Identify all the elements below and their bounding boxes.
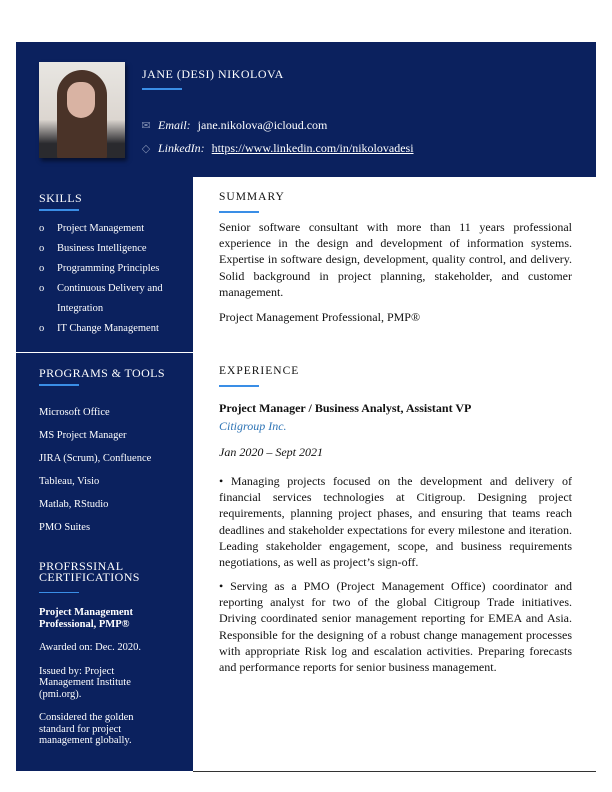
sidebar	[16, 177, 193, 771]
cert-awarded: Awarded on: Dec. 2020.	[39, 642, 141, 653]
skills-heading: SKILLS	[39, 191, 83, 205]
job-title: Project Manager / Business Analyst, Assistant VP	[219, 401, 472, 415]
certifications-heading: PROFRSSINAL CERTIFICATIONS	[39, 559, 140, 584]
cert-name: Project Management Professional, PMP®	[39, 607, 133, 630]
tools-list	[39, 401, 151, 539]
experience-bullet: • Managing projects focused on the development and delivery of financial services technologies at Citigroup. Designing project requirements, planning project phases, and ensuring that teams reach deadlines and stakeholder expectations for every milestone and iteration. Leading stakeholder engagement, scope, and business requirements negotiations, as well as project’s sign-off.	[219, 474, 572, 570]
email-label: Email:	[158, 118, 191, 132]
experience-bullet: • Serving as a PMO (Project Management Office) coordinator and reporting analyst for two of the global Citigroup Trade initiatives. Driving coordinated senior management reporting for EMEA and Asia. Responsible for the designing of a robust change management processes with appropriate Risk log and escalation activities. Preparing forecasts and performance reports for senior business management.	[219, 579, 572, 675]
linkedin-label: LinkedIn:	[158, 141, 205, 155]
cert-note: Considered the golden standard for project management globally.	[39, 712, 134, 746]
summary-underline	[219, 211, 259, 213]
list-item: MS Project Manager	[39, 430, 127, 441]
list-item: Tableau, Visio	[39, 476, 100, 487]
bottom-rule	[193, 771, 596, 772]
experience-underline	[219, 385, 259, 387]
email-value[interactable]: jane.nikolova@icloud.com	[197, 118, 328, 132]
name-underline	[142, 88, 182, 90]
company-name: Citigroup Inc.	[219, 419, 287, 433]
list-item: o IT Change Management	[39, 323, 159, 334]
tools-heading: PROGRAMS & TOOLS	[39, 366, 165, 380]
skills-list	[39, 219, 177, 339]
profile-photo	[39, 62, 125, 158]
list-item: o Business Intelligence	[39, 243, 147, 254]
envelope-icon: ✉	[141, 120, 151, 132]
list-item: o Project Management	[39, 223, 145, 234]
summary-heading: SUMMARY	[219, 191, 285, 203]
job-dates: Jan 2020 – Sept 2021	[219, 445, 323, 459]
list-item: JIRA (Scrum), Confluence	[39, 453, 152, 464]
certification-block	[39, 607, 169, 759]
list-item: Microsoft Office	[39, 407, 110, 418]
linkedin-link[interactable]: https://www.linkedin.com/in/nikolovadesi	[211, 141, 414, 155]
header	[16, 42, 596, 177]
list-item: o Continuous Delivery and Integration	[39, 283, 163, 314]
summary-text: Senior software consultant with more than 11 years professional experience in the design and development of information systems. Expertise in software design, development, quality control, and delivery. Solid background in project planning, stakeholder, and customer management.	[219, 220, 572, 299]
sidebar-divider	[16, 352, 193, 353]
list-item: Matlab, RStudio	[39, 499, 109, 510]
list-item: o Programming Principles	[39, 263, 160, 274]
list-item: PMO Suites	[39, 522, 91, 533]
tools-underline	[39, 384, 79, 386]
certifications-underline	[39, 592, 79, 593]
summary-cert: Project Management Professional, PMP®	[219, 310, 421, 324]
cert-issuer: Issued by: Project Management Institute (pmi.org).	[39, 665, 131, 700]
skills-underline	[39, 209, 79, 211]
linkedin-row	[138, 141, 414, 156]
email-row	[138, 118, 327, 133]
experience-heading: EXPERIENCE	[219, 365, 300, 377]
linkedin-icon: ◇	[141, 143, 151, 155]
candidate-name: JANE (DESI) NIKOLOVA	[142, 67, 284, 81]
